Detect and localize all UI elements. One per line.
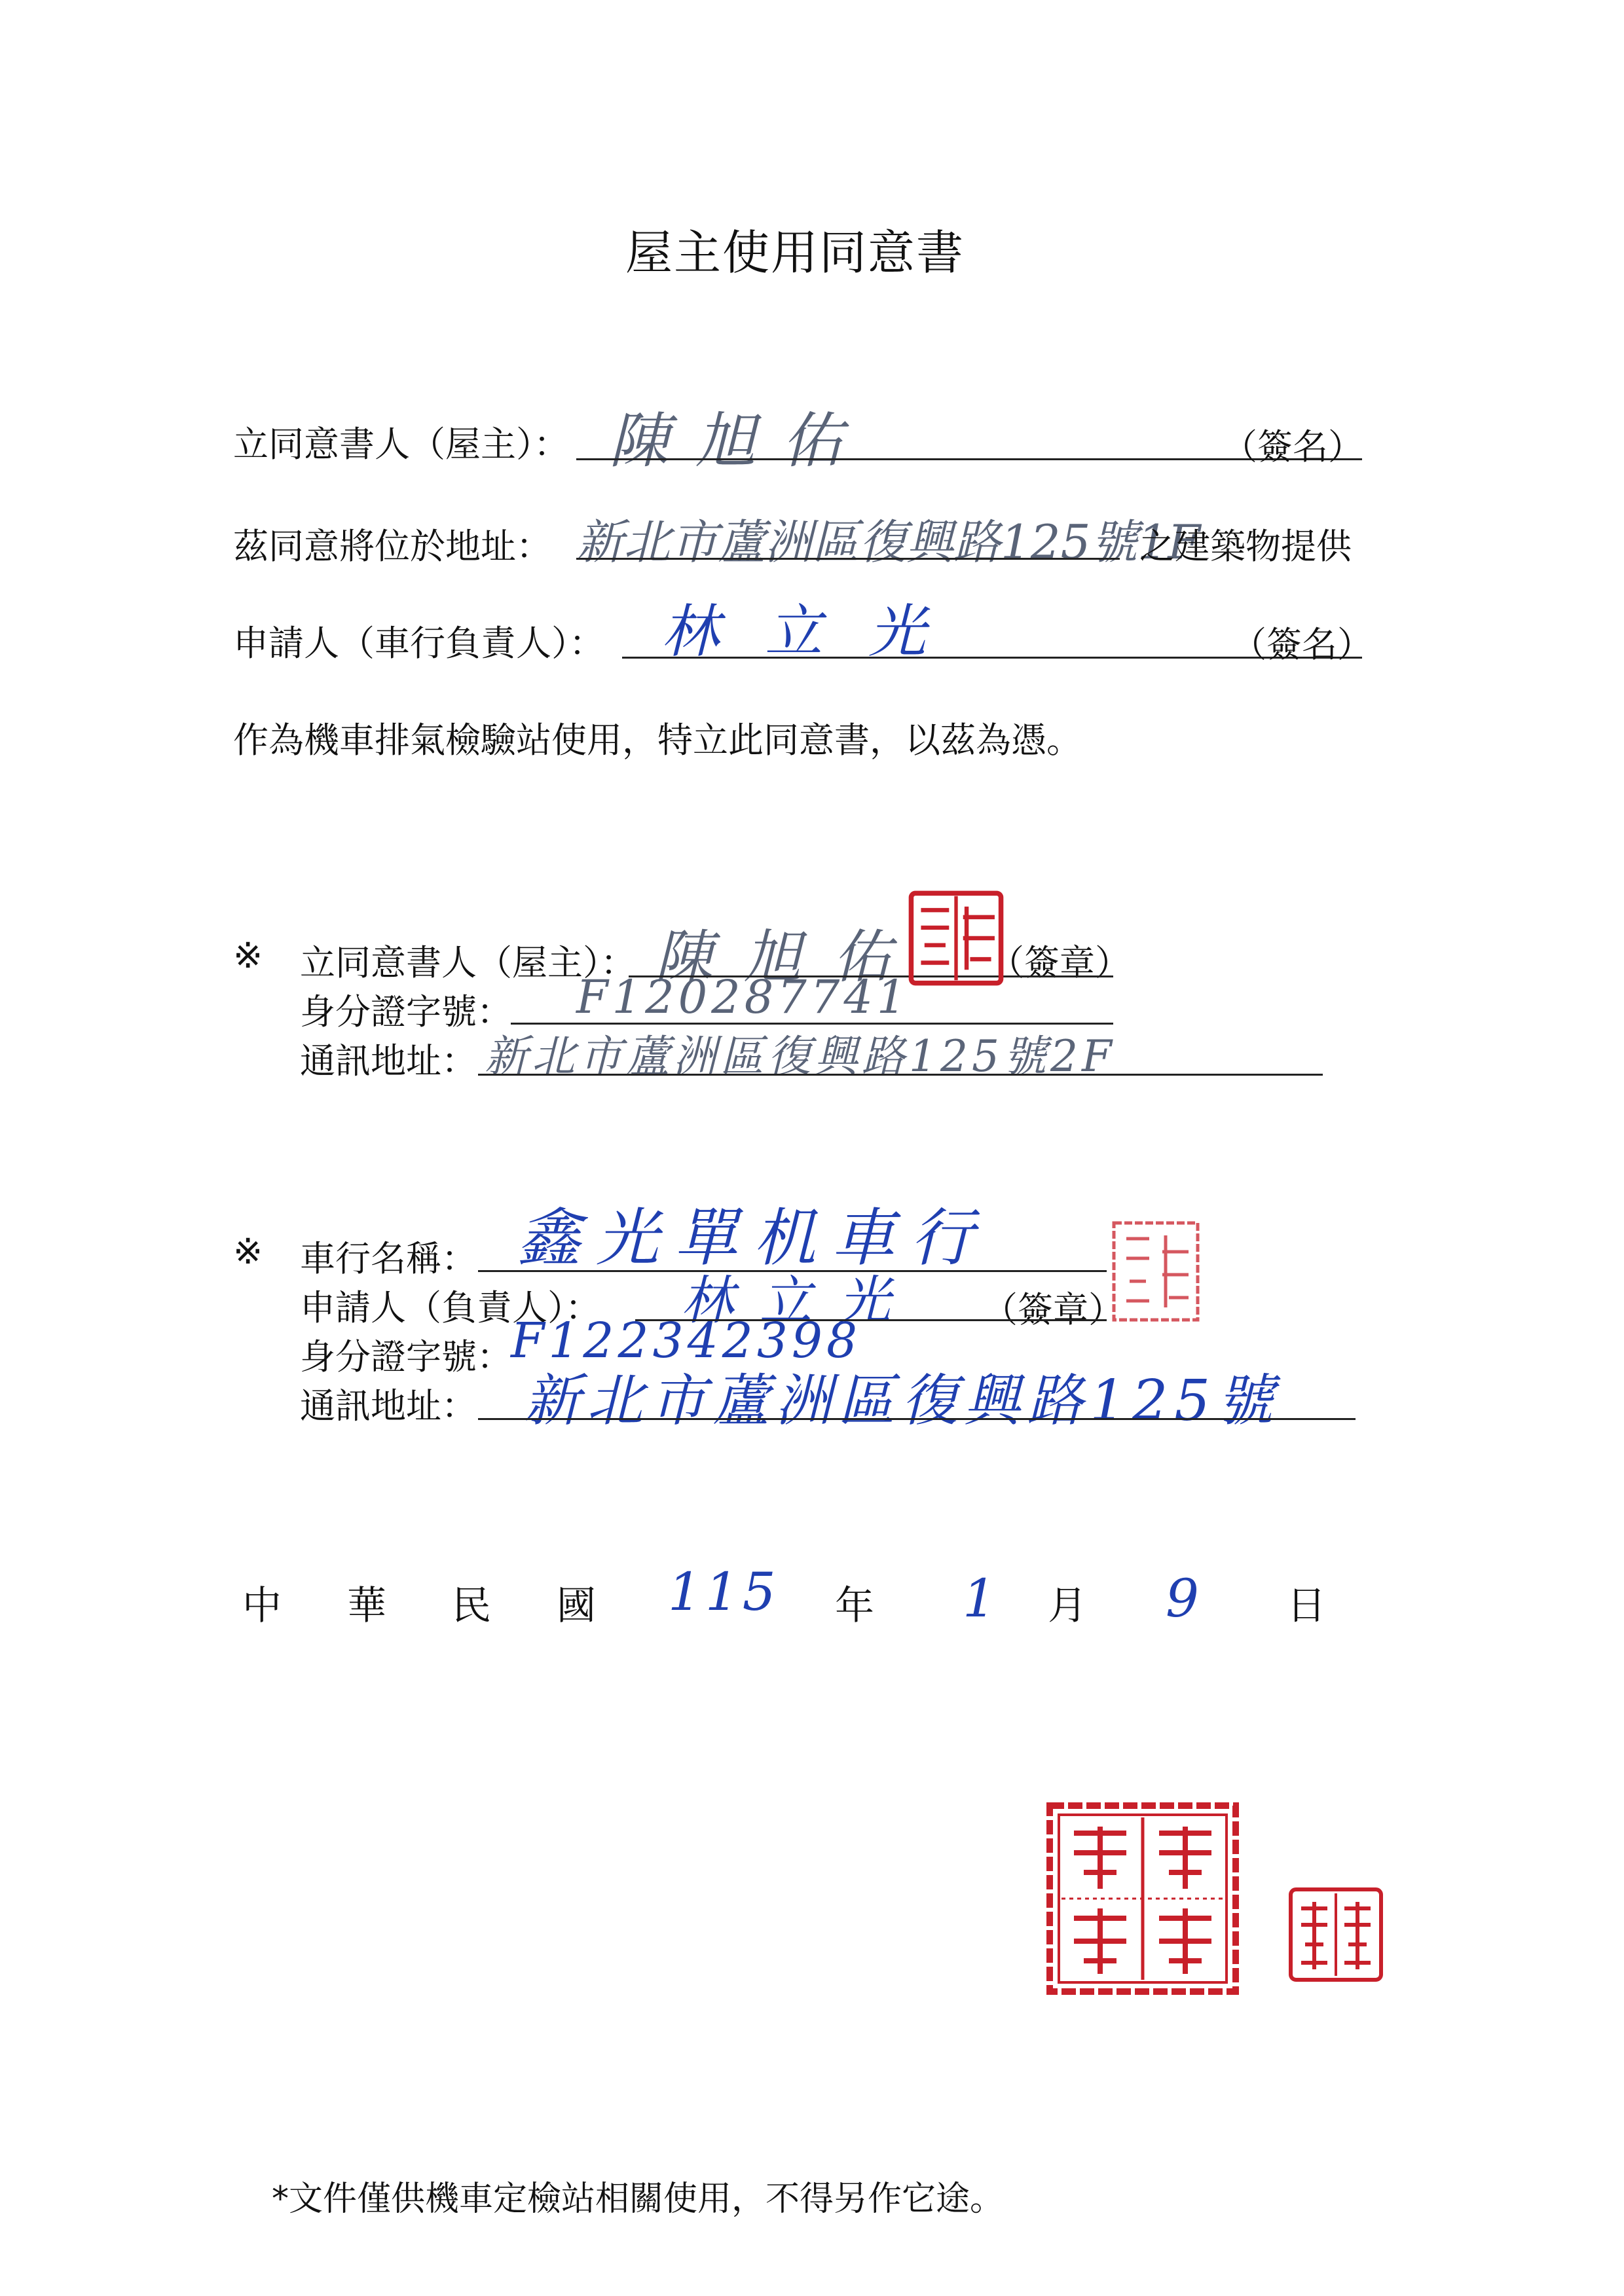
section3-address-label: 通訊地址： <box>300 1385 477 1427</box>
date-year-value: 115 <box>668 1561 780 1622</box>
applicant-label: 申請人（車行負責人）： <box>233 623 604 664</box>
owner-seal-stamp <box>907 889 1005 987</box>
section2-address-line <box>478 1074 1323 1076</box>
company-seal-small <box>1287 1886 1385 1984</box>
section3-id-label: 身分證字號： <box>300 1336 512 1377</box>
date-day-value: 9 <box>1166 1568 1199 1629</box>
section2-id-label: 身分證字號： <box>300 991 512 1032</box>
footer-note: *文件僅供機車定檢站相關使用，不得另作它途。 <box>272 2179 1005 2219</box>
section3-mark: ※ <box>233 1231 263 1272</box>
section2-id-value: F120287741 <box>576 970 910 1024</box>
shop-seal-stamp <box>1110 1219 1202 1324</box>
document-title: 屋主使用同意書 <box>625 225 965 280</box>
section2-owner-label: 立同意書人（屋主）： <box>300 942 636 983</box>
section2-owner-signature: 陳旭佑 <box>655 923 923 991</box>
date-era-4: 國 <box>557 1583 596 1629</box>
owner-sign-note: （簽名） <box>1222 426 1363 467</box>
date-era-1: 中 <box>242 1583 282 1629</box>
date-era-3: 民 <box>452 1583 491 1629</box>
address-label: 茲同意將位於地址： <box>233 526 551 567</box>
address-suffix: 之建築物提供 <box>1139 526 1352 567</box>
section3-applicant-value: 林立光 <box>681 1270 917 1331</box>
section3-address-value: 新北市蘆洲區復興路125號 <box>524 1368 1280 1434</box>
date-day-label: 日 <box>1287 1583 1326 1629</box>
section2-seal-note: （簽章） <box>989 942 1130 983</box>
address-handwritten: 新北市蘆洲區復興路125號1F <box>576 515 1201 570</box>
applicant-sign-note: （簽名） <box>1231 624 1373 665</box>
address-line <box>576 558 1120 560</box>
date-month-label: 月 <box>1048 1583 1087 1629</box>
shop-name-value: 鑫光單机車行 <box>517 1201 989 1275</box>
date-era-2: 華 <box>347 1583 386 1629</box>
section3-seal-note: （簽章） <box>982 1289 1124 1330</box>
section3-id-value: F122342398 <box>511 1313 862 1369</box>
applicant-signature: 林立光 <box>661 598 972 665</box>
section2-address-label: 通訊地址： <box>300 1040 477 1082</box>
company-seal-large <box>1044 1800 1241 1997</box>
section3-address-line <box>478 1418 1356 1420</box>
section2-address-value: 新北市蘆洲區復興路125號2F <box>485 1031 1116 1082</box>
date-month-value: 1 <box>963 1568 996 1629</box>
section3-applicant-label: 申請人（負責人）： <box>300 1287 600 1328</box>
purpose-statement: 作為機車排氣檢驗站使用，特立此同意書，以茲為憑。 <box>233 720 1082 761</box>
date-year-label: 年 <box>835 1583 874 1629</box>
owner-signature: 陳旭佑 <box>609 406 869 476</box>
section2-mark: ※ <box>233 935 263 976</box>
owner-label: 立同意書人（屋主）： <box>233 424 569 465</box>
shop-name-label: 車行名稱： <box>300 1238 477 1279</box>
